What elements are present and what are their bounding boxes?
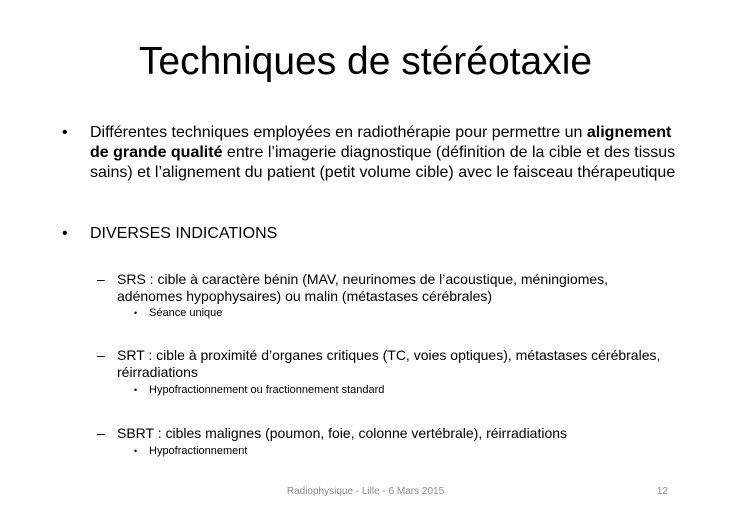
detail-marker: •: [134, 446, 138, 456]
detail-srt: [134, 383, 669, 397]
sub-item-sbrt: [97, 425, 677, 442]
bullet-text-bold: alignement de grande qualité: [90, 124, 672, 161]
dash-marker: –: [97, 347, 105, 363]
sub-item-srs: [97, 271, 677, 305]
bullet-techniques: [62, 123, 680, 183]
page-number: 12: [656, 486, 668, 497]
detail-text: Hypofractionnement: [149, 445, 248, 457]
bullet-text-part2: entre l’imagerie diagnostique (définition de la cible et des tissus sains) et l’alignement du patient (petit volume cible) avec le faisceau thérapeutique: [90, 144, 676, 181]
sub-item-text: SRS : cible à caractère bénin (MAV, neurinomes de l’acoustique, méningiomes, adénomes hypophysaires) ou malin (métastases cérébrales): [117, 271, 609, 304]
detail-text: Séance unique: [149, 307, 223, 319]
detail-sbrt: [134, 444, 669, 458]
detail-text: Hypofractionnement ou fractionnement standard: [149, 384, 385, 396]
detail-marker: •: [134, 308, 138, 318]
bullet-marker: •: [62, 124, 68, 141]
bullet-marker: •: [62, 225, 68, 242]
sub-item-srt: [97, 347, 677, 381]
bullet-indications: [62, 224, 680, 244]
slide-footer: Radiophysique - Lille - 6 Mars 2015: [286, 486, 445, 497]
dash-marker: –: [97, 271, 105, 287]
detail-srs: [134, 306, 669, 320]
bullet-indications-text: DIVERSES INDICATIONS: [90, 225, 278, 242]
dash-marker: –: [97, 425, 105, 441]
bullet-text-part1: Différentes techniques employées en radiothérapie pour permettre un: [90, 124, 587, 141]
sub-item-text: SBRT : cibles malignes (poumon, foie, colonne vertébrale), réirradiations: [117, 425, 568, 441]
sub-item-text: SRT : cible à proximité d’organes critiques (TC, voies optiques), métastases cérébrales, réirradiations: [117, 347, 661, 380]
detail-marker: •: [134, 385, 138, 395]
slide-title: Techniques de stéréotaxie: [138, 40, 593, 83]
